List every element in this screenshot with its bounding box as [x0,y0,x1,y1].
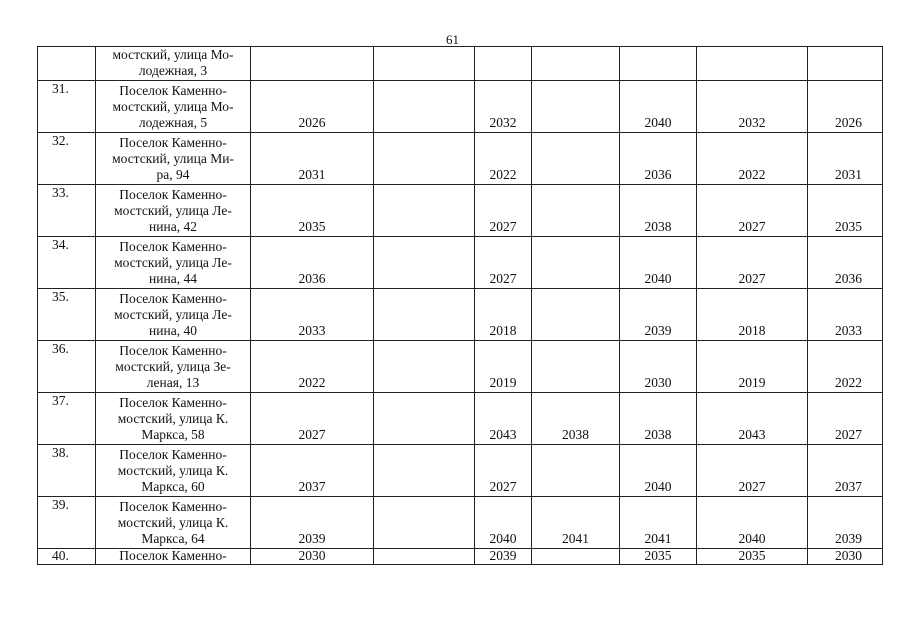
value-cell: 2041 [532,497,620,549]
value-cell: 2038 [620,185,697,237]
value-cell: 2027 [251,393,374,445]
row-number [38,47,96,81]
address-line: мостский, улица К. [117,515,229,530]
address-cell [96,81,251,133]
value-cell: 2040 [620,445,697,497]
address-line: Поселок Каменно- [119,83,227,98]
value-cell: 2035 [251,185,374,237]
page-number: 61 [446,32,459,47]
address-cell [96,341,251,393]
value-cell: 2027 [697,237,808,289]
value-cell: 2027 [475,185,532,237]
address-line: Поселок Каменно- [119,187,227,202]
address-line: ра, 94 [156,167,190,182]
address-cell [96,393,251,445]
value-cell [475,47,532,81]
value-cell: 2031 [251,133,374,185]
value-cell: 2027 [697,445,808,497]
row-number: 34. [38,237,96,289]
value-cell: 2036 [251,237,374,289]
address-line: леная, 13 [146,375,200,390]
address-line: мостский, улица Мо- [112,99,234,114]
value-cell: 2036 [808,237,883,289]
address-line: Маркса, 60 [141,479,205,494]
row-number: 36. [38,341,96,393]
address-line: Маркса, 64 [141,531,205,546]
address-line: Поселок Каменно- [119,548,227,563]
value-cell: 2030 [620,341,697,393]
value-cell: 2038 [620,393,697,445]
address-cell [96,289,251,341]
value-cell: 2019 [475,341,532,393]
value-cell: 2040 [620,81,697,133]
value-cell [697,47,808,81]
table-body [38,47,883,565]
value-cell: 2031 [808,133,883,185]
row-number: 32. [38,133,96,185]
address-line: мостский, улица Ле- [114,307,232,322]
value-cell: 2040 [475,497,532,549]
value-cell: 2018 [697,289,808,341]
value-cell: 2022 [808,341,883,393]
value-cell: 2043 [697,393,808,445]
table-row [38,133,883,185]
value-cell [532,289,620,341]
address-line: Поселок Каменно- [119,447,227,462]
table-row [38,549,883,565]
address-cell [96,497,251,549]
address-line: лодежная, 3 [138,63,208,78]
value-cell: 2036 [620,133,697,185]
address-line: Поселок Каменно- [119,499,227,514]
row-number: 31. [38,81,96,133]
value-cell: 2039 [808,497,883,549]
schedule-table [37,46,883,565]
row-number: 35. [38,289,96,341]
address-line: мостский, улица Ми- [112,151,234,166]
address-line: нина, 42 [149,219,197,234]
address-cell [96,445,251,497]
value-cell: 2035 [808,185,883,237]
address-line: нина, 44 [149,271,197,286]
value-cell: 2037 [251,445,374,497]
value-cell [532,549,620,565]
value-cell [374,393,475,445]
address-line: Поселок Каменно- [119,135,227,150]
value-cell: 2035 [697,549,808,565]
value-cell: 2027 [808,393,883,445]
address-line: мостский, улица К. [117,463,229,478]
value-cell [374,133,475,185]
address-cell [96,237,251,289]
table-row [38,497,883,549]
address-line: лодежная, 5 [138,115,208,130]
value-cell: 2037 [808,445,883,497]
value-cell [374,289,475,341]
address-line: нина, 40 [149,323,197,338]
value-cell: 2039 [620,289,697,341]
address-line: Поселок Каменно- [119,239,227,254]
table-row [38,341,883,393]
address-cell [96,185,251,237]
value-cell [620,47,697,81]
address-cell [96,133,251,185]
table-row [38,445,883,497]
address-line: Поселок Каменно- [119,343,227,358]
address-line: Поселок Каменно- [119,395,227,410]
address-line: мостский, улица Ле- [114,203,232,218]
table-row [38,185,883,237]
value-cell [374,237,475,289]
table-row [38,393,883,445]
address-cell [96,549,251,565]
row-number: 33. [38,185,96,237]
value-cell [532,81,620,133]
value-cell [532,341,620,393]
address-line: мостский, улица Ле- [114,255,232,270]
table-row [38,47,883,81]
value-cell [374,185,475,237]
value-cell [251,47,374,81]
value-cell [374,47,475,81]
value-cell [374,549,475,565]
row-number: 39. [38,497,96,549]
value-cell [374,341,475,393]
value-cell: 2022 [475,133,532,185]
table-row [38,289,883,341]
value-cell: 2030 [808,549,883,565]
value-cell [808,47,883,81]
row-number: 40. [38,549,96,565]
value-cell: 2043 [475,393,532,445]
address-cell [96,47,251,81]
value-cell: 2026 [808,81,883,133]
value-cell: 2039 [251,497,374,549]
value-cell: 2019 [697,341,808,393]
value-cell [532,133,620,185]
value-cell: 2018 [475,289,532,341]
row-number: 38. [38,445,96,497]
value-cell: 2040 [697,497,808,549]
address-line: Поселок Каменно- [119,291,227,306]
address-line: мостский, улица Зе- [115,359,231,374]
value-cell: 2027 [475,445,532,497]
value-cell: 2026 [251,81,374,133]
value-cell [374,497,475,549]
row-number: 37. [38,393,96,445]
address-line: мостский, улица Мо- [112,47,234,62]
address-line: мостский, улица К. [117,411,229,426]
value-cell [532,185,620,237]
value-cell: 2039 [475,549,532,565]
value-cell: 2027 [475,237,532,289]
value-cell [532,237,620,289]
value-cell [374,81,475,133]
value-cell: 2032 [697,81,808,133]
value-cell: 2038 [532,393,620,445]
value-cell: 2033 [808,289,883,341]
table-row [38,237,883,289]
value-cell: 2033 [251,289,374,341]
value-cell [532,445,620,497]
address-line: Маркса, 58 [141,427,205,442]
value-cell: 2030 [251,549,374,565]
value-cell: 2022 [251,341,374,393]
table-row [38,81,883,133]
value-cell: 2032 [475,81,532,133]
value-cell [374,445,475,497]
value-cell: 2040 [620,237,697,289]
value-cell: 2035 [620,549,697,565]
value-cell: 2041 [620,497,697,549]
value-cell: 2022 [697,133,808,185]
value-cell [532,47,620,81]
value-cell: 2027 [697,185,808,237]
